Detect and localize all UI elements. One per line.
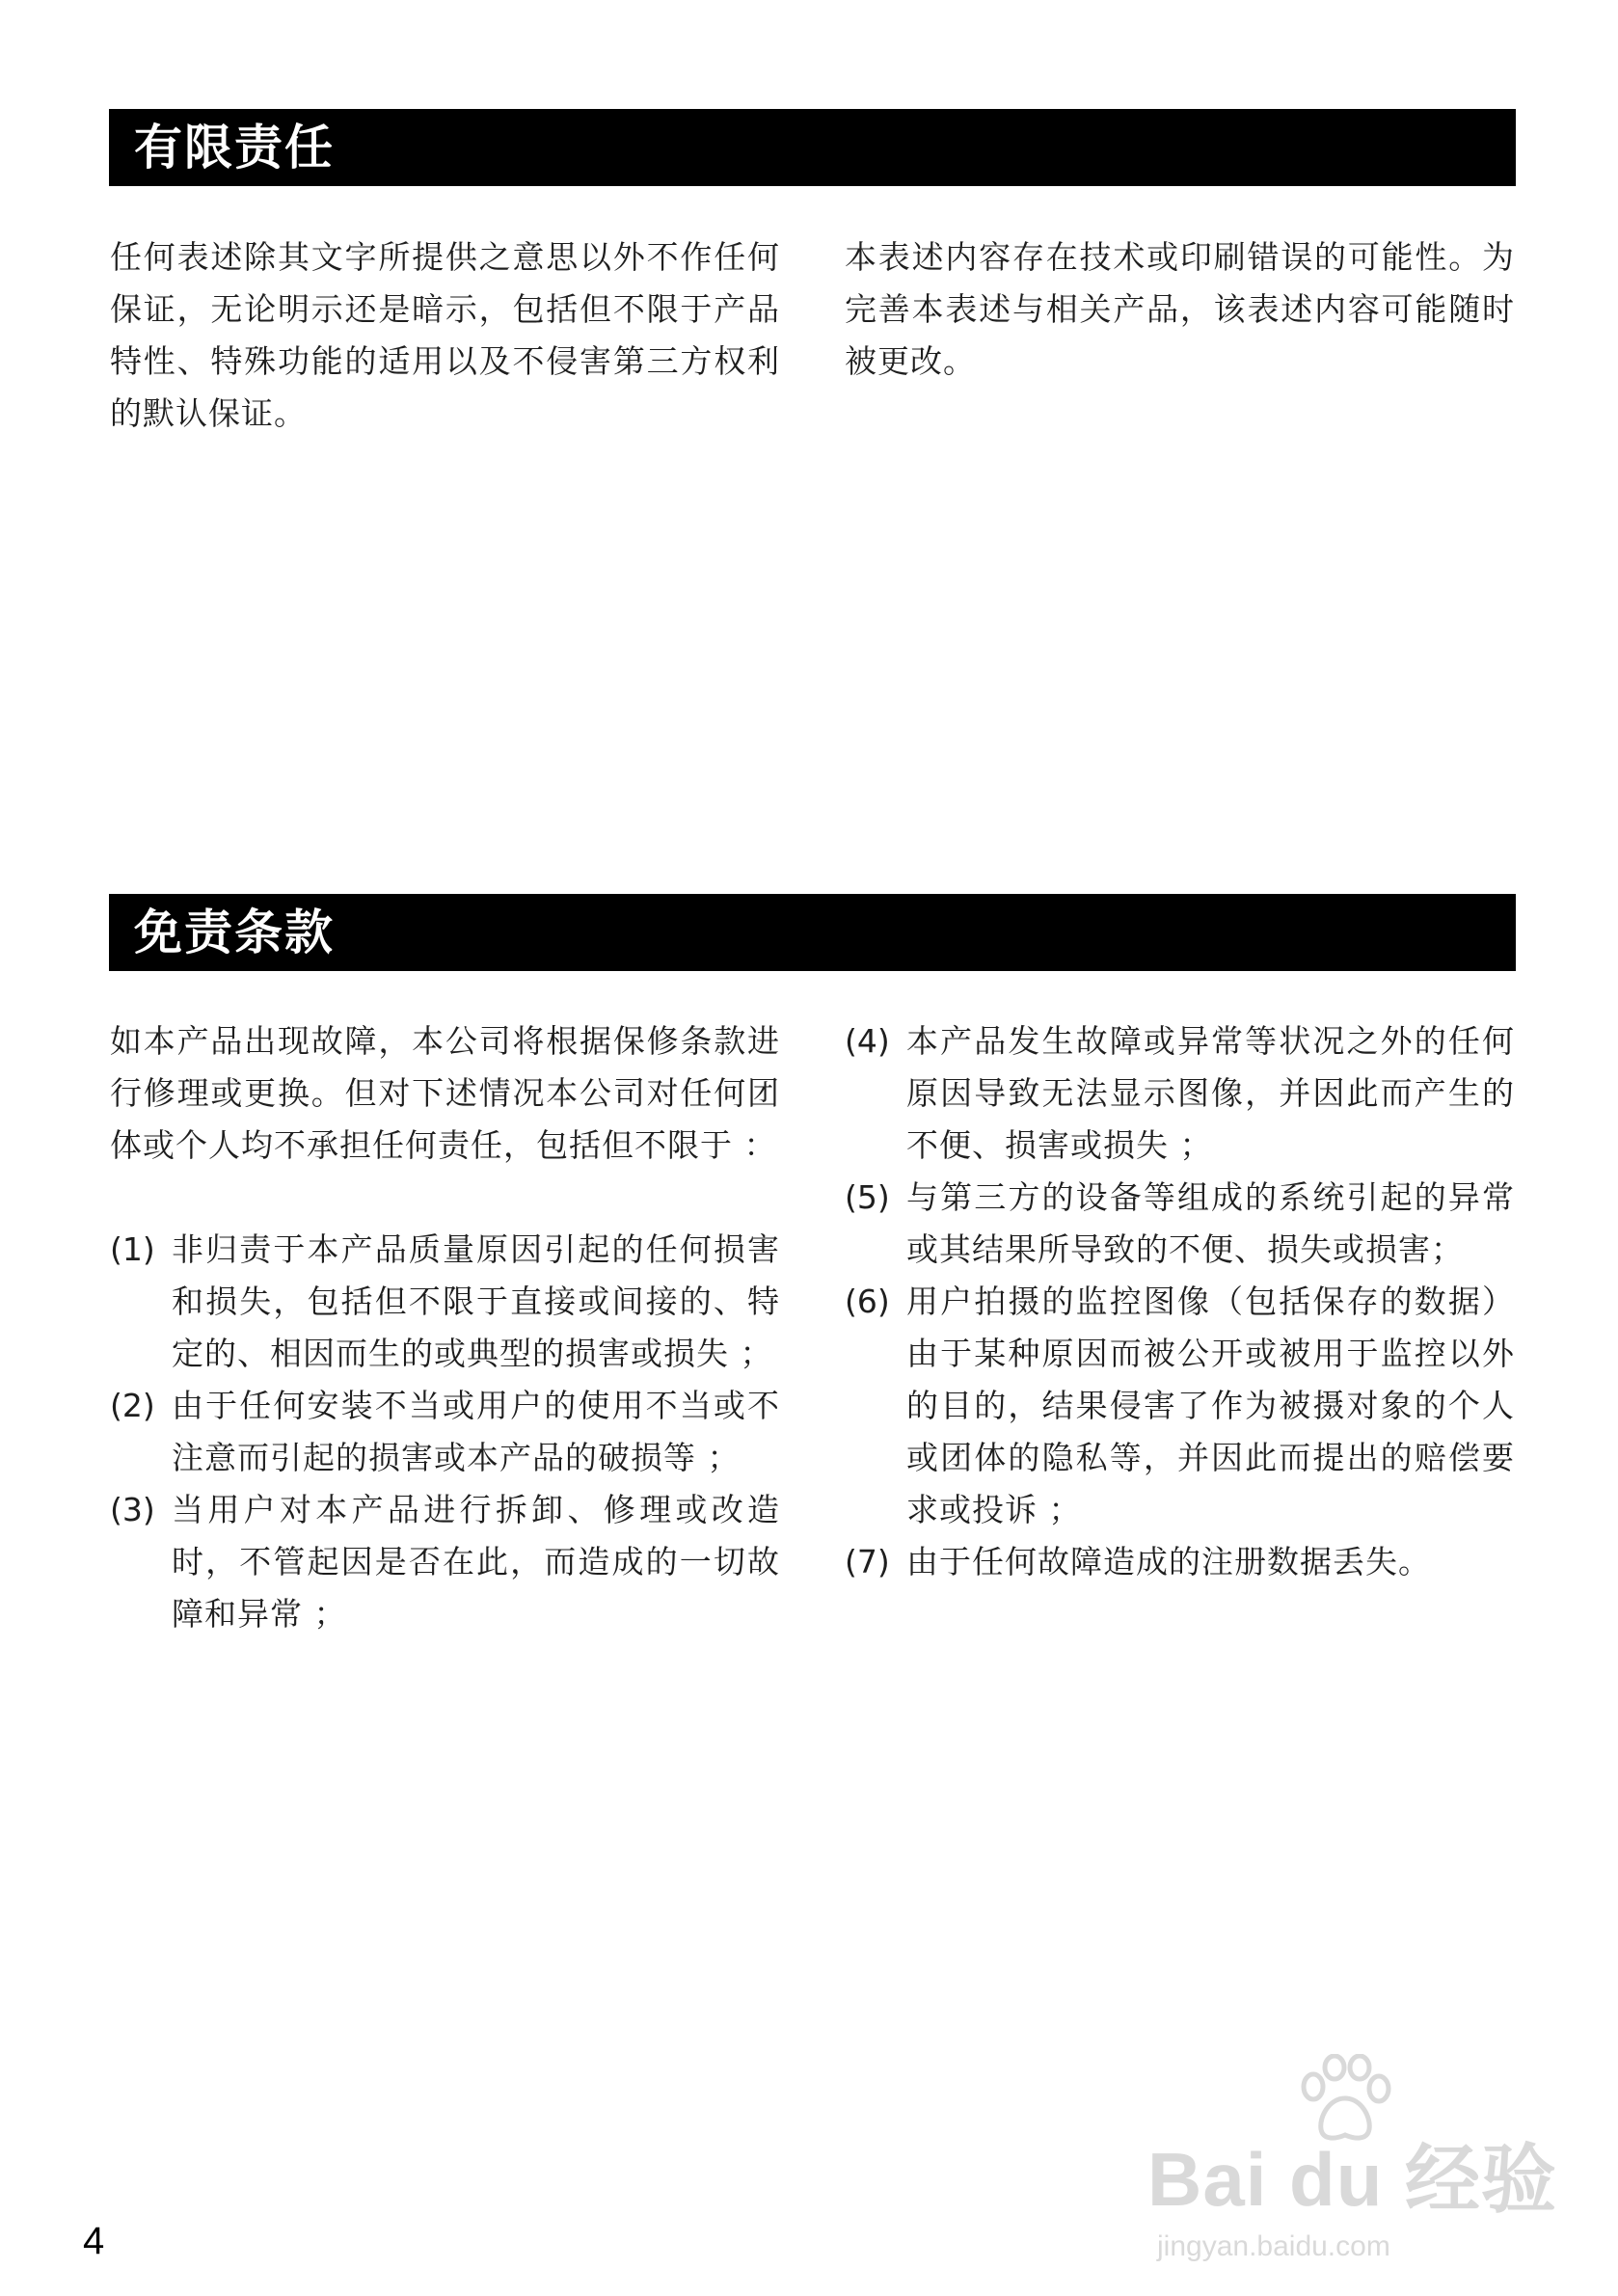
- limited-liability-left-column: [110, 231, 780, 440]
- disclaimer-item-3: [110, 1484, 780, 1640]
- section-title-disclaimer: 免责条款: [109, 894, 1516, 971]
- paw-icon: [1292, 2054, 1398, 2146]
- disclaimer-item-number: (3): [110, 1491, 155, 1528]
- disclaimer-item-text: 由于任何安装不当或用户的使用不当或不注意而引起的损害或本产品的破损等 ；: [172, 1387, 780, 1476]
- disclaimer-item-number: (2): [110, 1387, 155, 1424]
- limited-liability-right-paragraph: 本表述内容存在技术或印刷错误的可能性。为完善本表述与相关产品，该表述内容可能随时被更改。: [845, 238, 1515, 380]
- disclaimer-list-right: [845, 1015, 1515, 1588]
- limited-liability-right-column: [845, 231, 1515, 388]
- disclaimer-item-2: [110, 1380, 780, 1484]
- disclaimer-item-6: [845, 1276, 1515, 1536]
- disclaimer-item-number: (4): [845, 1022, 890, 1060]
- disclaimer-item-text: 本产品发生故障或异常等状况之外的任何原因导致无法显示图像，并因此而产生的不便、损害或损失 ；: [906, 1022, 1515, 1164]
- disclaimer-item-4: [845, 1015, 1515, 1172]
- disclaimer-item-5: [845, 1172, 1515, 1276]
- limited-liability-left-paragraph: 任何表述除其文字所提供之意思以外不作任何保证，无论明示还是暗示，包括但不限于产品特性、特殊功能的适用以及不侵害第三方权利的默认保证。: [110, 238, 780, 432]
- disclaimer-item-number: (6): [845, 1283, 890, 1320]
- disclaimer-item-7: [845, 1536, 1515, 1588]
- section-title-limited-liability: 有限责任: [109, 109, 1516, 186]
- disclaimer-item-1: [110, 1224, 780, 1380]
- watermark-url: jingyan.baidu.com: [1157, 2230, 1390, 2262]
- disclaimer-item-text: 用户拍摄的监控图像（包括保存的数据）由于某种原因而被公开或被用于监控以外的目的，结果侵害了作为被摄对象的个人或团体的隐私等，并因此而提出的赔偿要求或投诉 ；: [906, 1283, 1515, 1528]
- disclaimer-item-text: 非归责于本产品质量原因引起的任何损害和损失，包括但不限于直接或间接的、特定的、相因而生的或典型的损害或损失 ；: [172, 1230, 780, 1372]
- disclaimer-item-number: (5): [845, 1178, 890, 1216]
- disclaimer-item-number: (7): [845, 1543, 890, 1580]
- disclaimer-item-text: 与第三方的设备等组成的系统引起的异常或其结果所导致的不便、损失或损害；: [906, 1178, 1515, 1268]
- disclaimer-item-text: 当用户对本产品进行拆卸、修理或改造时，不管起因是否在此，而造成的一切故障和异常 ；: [172, 1491, 780, 1633]
- page-number: 4: [83, 2220, 105, 2262]
- disclaimer-right-column: [845, 1015, 1515, 1588]
- baidu-watermark: [1147, 2054, 1558, 2276]
- disclaimer-intro-paragraph: 如本产品出现故障，本公司将根据保修条款进行修理或更换。但对下述情况本公司对任何团体或个人均不承担任何责任，包括但不限于 ：: [110, 1022, 780, 1164]
- disclaimer-list-left: [110, 1224, 780, 1640]
- disclaimer-item-number: (1): [110, 1230, 155, 1268]
- watermark-logo-text: Bai du 经验: [1147, 2137, 1558, 2222]
- disclaimer-item-text: 由于任何故障造成的注册数据丢失。: [906, 1543, 1431, 1580]
- disclaimer-left-column: [110, 1015, 780, 1640]
